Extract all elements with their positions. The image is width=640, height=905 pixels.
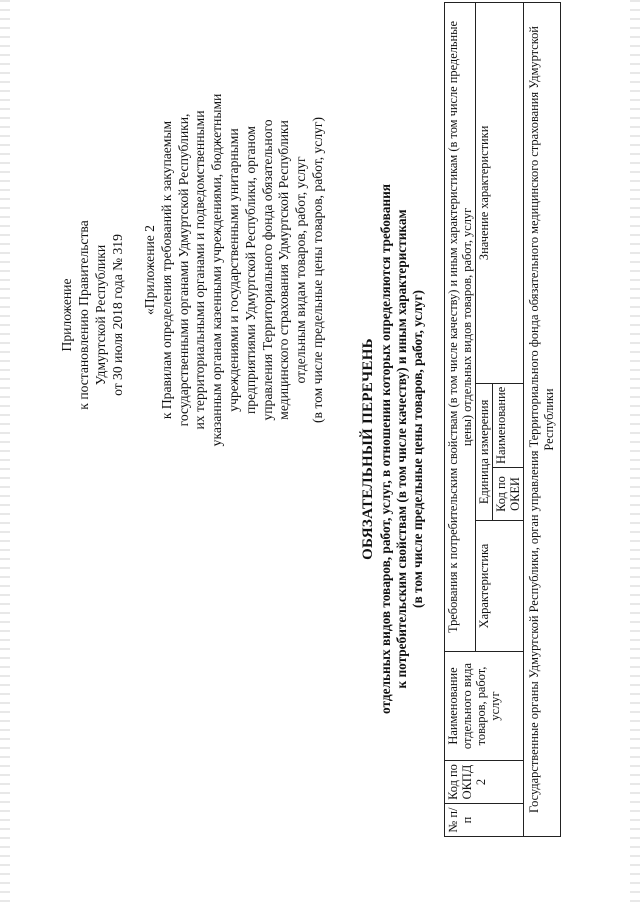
header-unit: Единица измерения [476, 383, 493, 520]
appendix-2-line: управления Территориального фонда обязательного [259, 119, 275, 421]
header-requirements: Требования к потребительским свойствам (в том числе качеству) и иным характеристикам (в том числе предельные цены) отдельных видов товаров, работ, услуг [445, 3, 476, 652]
appendix-line: к постановлению Правительства [76, 220, 91, 410]
header-number: № п/п [445, 804, 524, 837]
table-row [524, 3, 561, 837]
appendix-2-line: предприятиями Удмуртской Республики, органом [242, 126, 258, 414]
table-header-row [445, 3, 476, 837]
header-item-name: Наименование отдельного вида товаров, работ, услуг [445, 652, 524, 761]
header-okei-code: Код по ОКЕИ [493, 468, 524, 521]
appendix-2-line: государственными органами Удмуртской Республики, [175, 113, 191, 427]
appendix-line: Удмуртской Республики [93, 244, 108, 386]
appendix-2-line: указанным органам казенными учреждениями, бюджетными [209, 93, 225, 447]
header-characteristic: Характеристика [476, 521, 524, 652]
appendix-2-line: «Приложение 2 [142, 225, 157, 315]
appendix-line: от 30 июля 2018 года № 319 [110, 234, 125, 396]
document-heading [358, 89, 426, 809]
appendix-line: Приложение [59, 278, 74, 352]
scope-row: Государственные органы Удмуртской Республики, орган управления Территориального фонда обязательного медицинского страхования Удмуртской Республики [524, 3, 561, 837]
appendix-2-line: отдельным видам товаров, работ, услуг [293, 156, 309, 384]
appendix-2-line: их территориальными органами и подведомственными [192, 110, 208, 430]
appendix-2-line: медицинского страхования Удмуртской Республики [276, 120, 292, 420]
appendix-header [58, 145, 126, 485]
requirements-table [444, 2, 561, 837]
appendix-2-header [142, 35, 327, 505]
document-title: ОБЯЗАТЕЛЬНЫЙ ПЕРЕЧЕНЬ [360, 338, 376, 560]
appendix-2-line: к Правилам определения требований к закупаемым [158, 120, 174, 420]
header-value: Значение характеристики [476, 3, 524, 384]
appendix-2-line: (в том числе предельные цены товаров, работ, услуг) [309, 116, 325, 424]
heading-line: отдельных видов товаров, работ, услуг, в отношении которых определяются требования [378, 184, 393, 714]
header-okpd-code: Код по ОКПД 2 [445, 761, 524, 804]
appendix-2-line: учреждениями и государственными унитарными [225, 128, 241, 412]
heading-line: к потребительским свойствам (в том числе качеству) и иным характеристикам [394, 209, 409, 689]
header-unit-name: Наименование [493, 383, 524, 467]
heading-line: (в том числе предельные цены товаров, работ, услуг) [410, 290, 425, 608]
